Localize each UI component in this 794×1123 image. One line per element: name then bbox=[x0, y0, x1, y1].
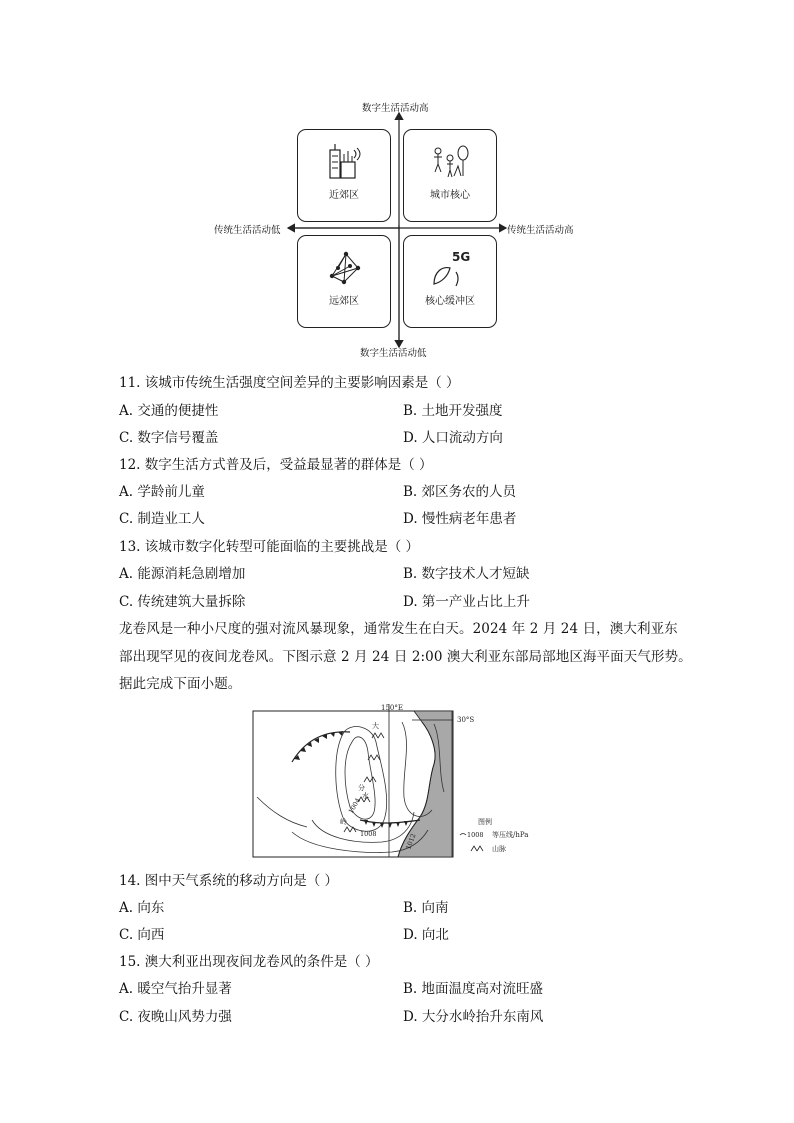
option-11-c[interactable]: C. 数字信号覆盖 bbox=[119, 430, 219, 446]
isobar-label: 1004 bbox=[346, 796, 363, 815]
place-char: 大 bbox=[372, 722, 379, 730]
leaf-5g-icon bbox=[430, 248, 474, 288]
legend-mountain-label: 山脉 bbox=[492, 845, 506, 853]
office-building-signal-icon bbox=[324, 142, 364, 182]
option-15-b[interactable]: B. 地面温度高对流旺盛 bbox=[403, 981, 544, 997]
passage-line-3: 据此完成下面小题。 bbox=[119, 676, 242, 692]
legend-isobar-value: 1008 bbox=[467, 831, 484, 839]
passage-line-1: 龙卷风是一种小尺度的强对流风暴现象，通常发生在白天。2024 年 2 月 24 日，澳大利亚东 bbox=[119, 621, 678, 637]
axis-top-label: 数字生活活动高 bbox=[362, 103, 429, 114]
option-14-b[interactable]: B. 向南 bbox=[403, 900, 449, 916]
axis-right-label: 传统生活活动高 bbox=[507, 225, 574, 236]
quadrant-label: 城市核心 bbox=[430, 190, 470, 201]
quadrant-inner-suburb bbox=[297, 129, 391, 222]
question-14: 14. 图中天气系统的移动方向是（ ） bbox=[119, 873, 339, 889]
network-nodes-icon bbox=[324, 248, 364, 288]
axis-bottom-label: 数字生活活动低 bbox=[360, 348, 427, 359]
quadrant-core-buffer bbox=[403, 235, 497, 328]
weather-map-svg bbox=[252, 702, 554, 858]
place-char: 水 bbox=[362, 792, 369, 800]
option-11-b[interactable]: B. 土地开发强度 bbox=[403, 403, 503, 419]
option-11-d[interactable]: D. 人口流动方向 bbox=[403, 430, 503, 446]
option-12-c[interactable]: C. 制造业工人 bbox=[119, 511, 205, 527]
lat-label: 30°S bbox=[457, 716, 475, 724]
isobar-label: 1008 bbox=[360, 830, 377, 838]
option-15-c[interactable]: C. 夜晚山风势力强 bbox=[119, 1009, 232, 1025]
quadrant-outer-suburb bbox=[297, 235, 391, 328]
axis-left-label: 传统生活活动低 bbox=[214, 225, 281, 236]
option-15-a[interactable]: A. 暖空气抬升显著 bbox=[119, 981, 232, 997]
option-14-a[interactable]: A. 向东 bbox=[119, 900, 165, 916]
question-13: 13. 该城市数字化转型可能面临的主要挑战是（ ） bbox=[119, 539, 420, 555]
lon-label: 150°E bbox=[381, 704, 403, 712]
place-char: 岭 bbox=[340, 818, 347, 826]
legend-title: 图例 bbox=[478, 818, 492, 826]
quadrant-label: 核心缓冲区 bbox=[425, 296, 475, 307]
option-11-a[interactable]: A. 交通的便捷性 bbox=[119, 403, 219, 419]
passage-line-2: 部出现罕见的夜间龙卷风。下图示意 2 月 24 日 2:00 澳大利亚东部局部地区海平面天气形势。 bbox=[119, 649, 692, 665]
option-13-d[interactable]: D. 第一产业占比上升 bbox=[403, 594, 530, 610]
quadrant-city-core bbox=[403, 129, 497, 222]
option-12-b[interactable]: B. 郊区务农的人员 bbox=[403, 484, 517, 500]
question-11: 11. 该城市传统生活强度空间差异的主要影响因素是（ ） bbox=[119, 375, 460, 391]
people-trees-icon bbox=[430, 142, 474, 182]
isobar-label: 1012 bbox=[404, 832, 418, 851]
option-15-d[interactable]: D. 大分水岭抬升东南风 bbox=[403, 1009, 544, 1025]
option-14-d[interactable]: D. 向北 bbox=[403, 927, 449, 943]
option-13-c[interactable]: C. 传统建筑大量拆除 bbox=[119, 594, 246, 610]
option-13-b[interactable]: B. 数字技术人才短缺 bbox=[403, 566, 530, 582]
place-char: 分 bbox=[358, 784, 365, 792]
option-13-a[interactable]: A. 能源消耗急剧增加 bbox=[119, 566, 246, 582]
quadrant-label: 近郊区 bbox=[329, 190, 359, 201]
quadrant-label: 远郊区 bbox=[329, 296, 359, 307]
question-15: 15. 澳大利亚出现夜间龙卷风的条件是（ ） bbox=[119, 954, 379, 970]
weather-map bbox=[252, 702, 554, 858]
option-12-d[interactable]: D. 慢性病老年患者 bbox=[403, 511, 517, 527]
option-14-c[interactable]: C. 向西 bbox=[119, 927, 165, 943]
legend-isobar-label: 等压线/hPa bbox=[492, 831, 529, 839]
option-12-a[interactable]: A. 学龄前儿童 bbox=[119, 484, 205, 500]
question-12: 12. 数字生活方式普及后，受益最显著的群体是（ ） bbox=[119, 457, 433, 473]
badge-5g: 5G bbox=[452, 250, 471, 264]
